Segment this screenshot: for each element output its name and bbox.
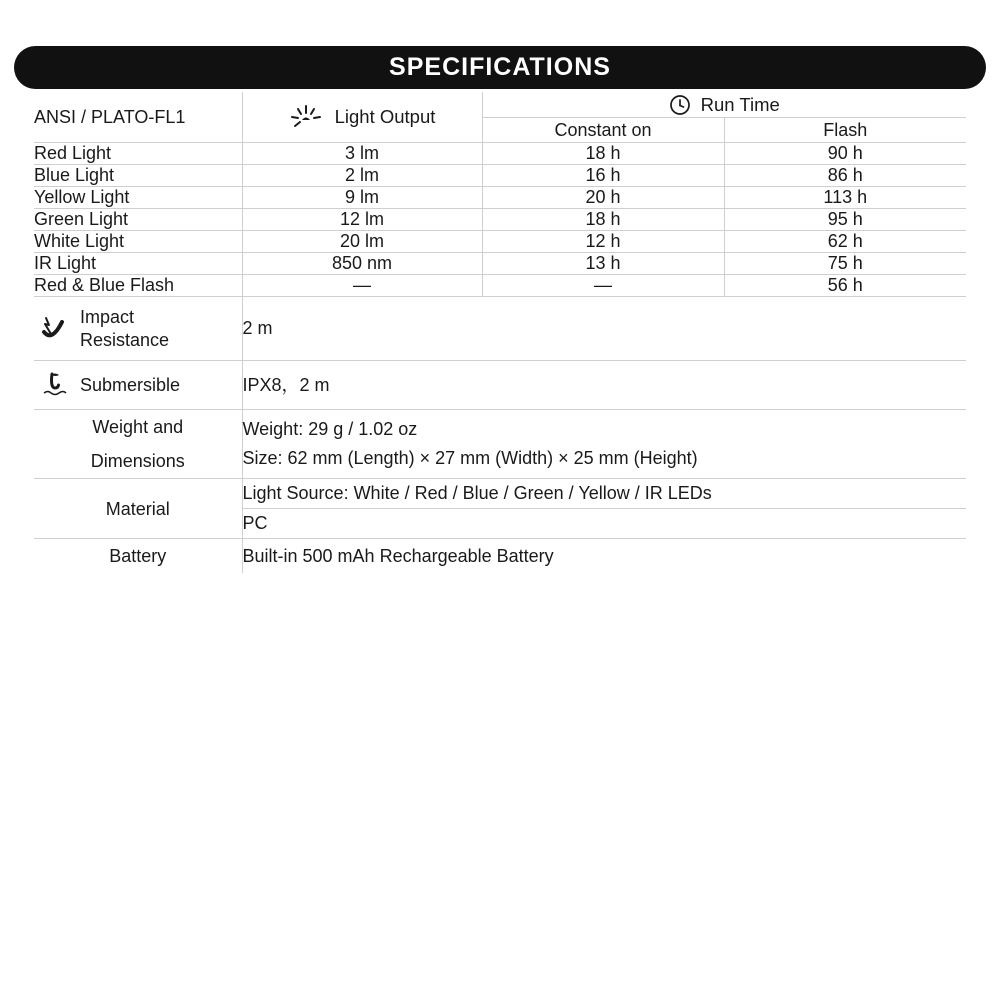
row-light-output: 12 lm xyxy=(242,209,482,231)
row-light-output: 9 lm xyxy=(242,187,482,209)
table-row xyxy=(34,275,966,297)
page-title-text: SPECIFICATIONS xyxy=(389,53,611,81)
table-row xyxy=(34,231,966,253)
table-header-row-top xyxy=(34,92,966,118)
table-row xyxy=(34,253,966,275)
submersible-label-cell xyxy=(34,361,242,410)
row-label: Yellow Light xyxy=(34,187,242,209)
row-constant-on: — xyxy=(482,275,724,297)
row-constant-on: 13 h xyxy=(482,253,724,275)
material-row-light-source xyxy=(34,479,966,509)
row-label: White Light xyxy=(34,231,242,253)
row-constant-on: 20 h xyxy=(482,187,724,209)
row-light-output: 850 nm xyxy=(242,253,482,275)
row-light-output: 20 lm xyxy=(242,231,482,253)
row-label: Green Light xyxy=(34,209,242,231)
weight-dimensions-label-line2: Dimensions xyxy=(90,451,185,472)
water-drop-icon xyxy=(40,370,70,400)
battery-label: Battery xyxy=(34,538,242,573)
row-flash: 56 h xyxy=(724,275,966,297)
weight-dimensions-label-line1: Weight and xyxy=(92,417,184,437)
row-light-output: 2 lm xyxy=(242,165,482,187)
header-run-time-label: Run Time xyxy=(700,93,780,115)
submersible-row xyxy=(34,361,966,410)
row-light-output: — xyxy=(242,275,482,297)
specifications-table xyxy=(34,92,966,573)
weight-dimensions-row xyxy=(34,410,966,479)
battery-value: Built-in 500 mAh Rechargeable Battery xyxy=(242,545,554,566)
clock-icon xyxy=(669,94,691,116)
impact-resistance-row xyxy=(34,297,966,361)
row-constant-on: 12 h xyxy=(482,231,724,253)
header-ansi: ANSI / PLATO-FL1 xyxy=(34,92,242,143)
size-value: Size: 62 mm (Length) × 27 mm (Width) × 25 mm (Height) xyxy=(242,448,698,469)
header-flash: Flash xyxy=(724,118,966,143)
impact-resistance-label-line1: Impact xyxy=(80,307,135,327)
weight-dimensions-label-cell xyxy=(34,410,242,479)
row-label: Blue Light xyxy=(34,165,242,187)
table-row xyxy=(34,209,966,231)
weight-dimensions-value-cell xyxy=(242,410,966,479)
header-run-time xyxy=(482,92,966,118)
row-label: Red & Blue Flash xyxy=(34,275,242,297)
row-flash: 95 h xyxy=(724,209,966,231)
impact-resistance-label-cell xyxy=(34,297,242,361)
header-constant-on: Constant on xyxy=(482,118,724,143)
row-flash: 86 h xyxy=(724,165,966,187)
row-constant-on: 18 h xyxy=(482,143,724,165)
row-light-output: 3 lm xyxy=(242,143,482,165)
submersible-value: IPX8，2 m xyxy=(242,361,966,410)
submersible-label: Submersible xyxy=(80,374,181,395)
material-label: Material xyxy=(34,479,242,539)
impact-resistance-value: 2 m xyxy=(242,297,966,361)
weight-value: Weight: 29 g / 1.02 oz xyxy=(242,419,418,440)
light-burst-icon xyxy=(289,104,323,130)
table-row xyxy=(34,187,966,209)
row-label: IR Light xyxy=(34,253,242,275)
row-flash: 75 h xyxy=(724,253,966,275)
row-flash: 113 h xyxy=(724,187,966,209)
impact-resistance-label-line2: Resistance xyxy=(80,329,170,350)
header-light-output xyxy=(242,92,482,143)
battery-row xyxy=(34,538,966,573)
row-constant-on: 18 h xyxy=(482,209,724,231)
table-row xyxy=(34,165,966,187)
row-constant-on: 16 h xyxy=(482,165,724,187)
table-row xyxy=(34,143,966,165)
material-housing-value: PC xyxy=(242,509,966,539)
row-label: Red Light xyxy=(34,143,242,165)
header-light-output-label: Light Output xyxy=(334,106,436,127)
material-light-source-value: Light Source: White / Red / Blue / Green / Yellow / IR LEDs xyxy=(242,479,966,509)
impact-resistance-icon xyxy=(40,312,70,346)
row-flash: 90 h xyxy=(724,143,966,165)
page-title xyxy=(14,46,986,89)
row-flash: 62 h xyxy=(724,231,966,253)
